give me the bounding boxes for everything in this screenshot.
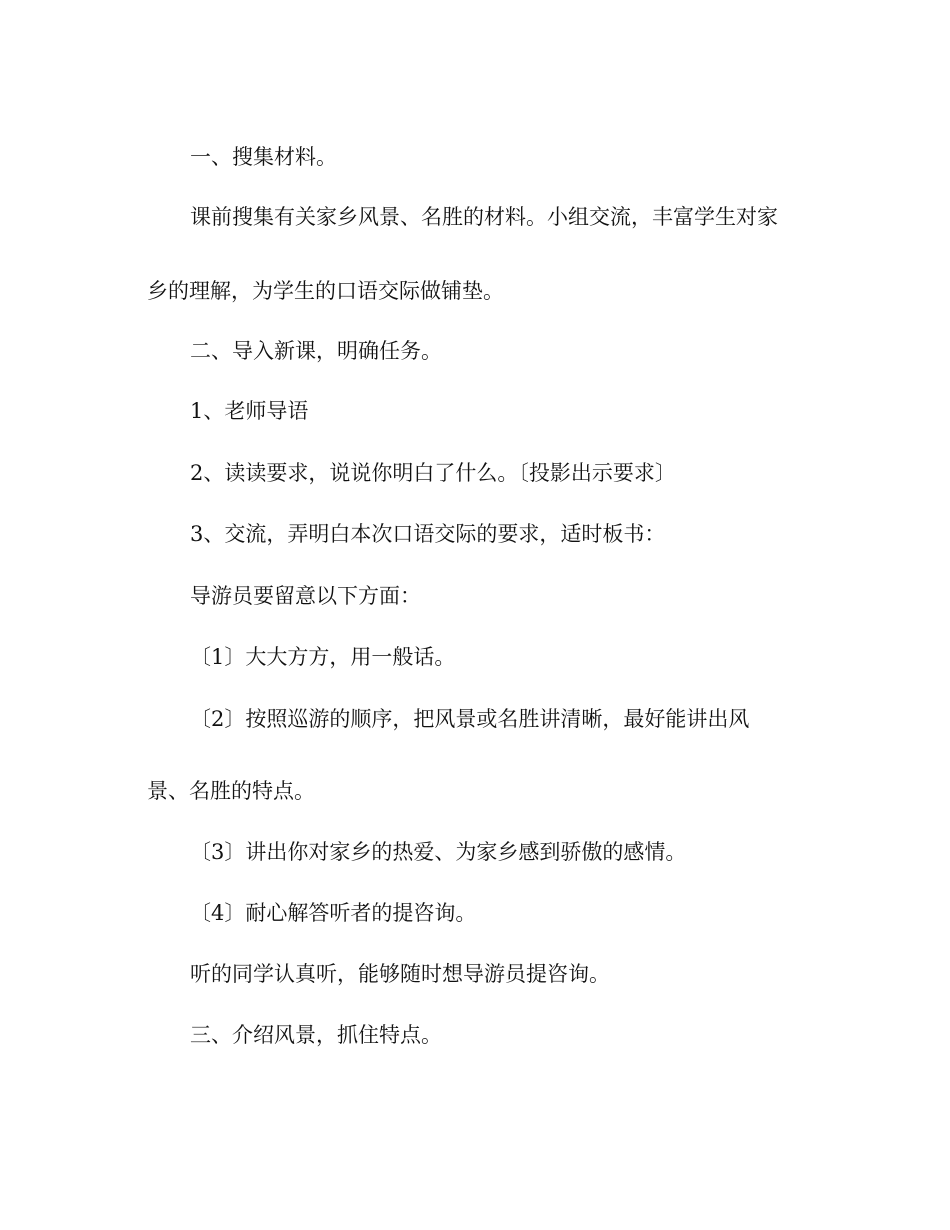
list-item: 3、交流，弄明白本次口语交际的要求，适时板书：: [190, 522, 666, 546]
list-item: 1、老师导语: [190, 399, 309, 423]
list-item: 2、读读要求，说说你明白了什么。〔投影出示要求〕: [190, 461, 676, 485]
list-item: 〔4〕耐心解答听者的提咨询。: [190, 901, 477, 925]
list-item: 〔3〕讲出你对家乡的热爱、为家乡感到骄傲的感情。: [190, 840, 687, 864]
paragraph-line: 听的同学认真听，能够随时想导游员提咨询。: [190, 962, 610, 986]
paragraph-line: 课前搜集有关家乡风景、名胜的材料。小组交流，丰富学生对家: [190, 205, 778, 229]
list-item: 〔2〕按照巡游的顺序，把风景或名胜讲清晰，最好能讲出风: [190, 707, 750, 731]
paragraph-line: 乡的理解，为学生的口语交际做铺垫。: [147, 279, 504, 303]
list-item: 〔1〕大大方方，用一般话。: [190, 645, 456, 669]
section-heading: 三、介绍风景，抓住特点。: [190, 1023, 442, 1047]
paragraph-line: 景、名胜的特点。: [147, 779, 315, 803]
section-heading: 一、搜集材料。: [190, 145, 337, 169]
section-heading: 二、导入新课，明确任务。: [190, 339, 442, 363]
paragraph-line: 导游员要留意以下方面：: [190, 584, 421, 608]
